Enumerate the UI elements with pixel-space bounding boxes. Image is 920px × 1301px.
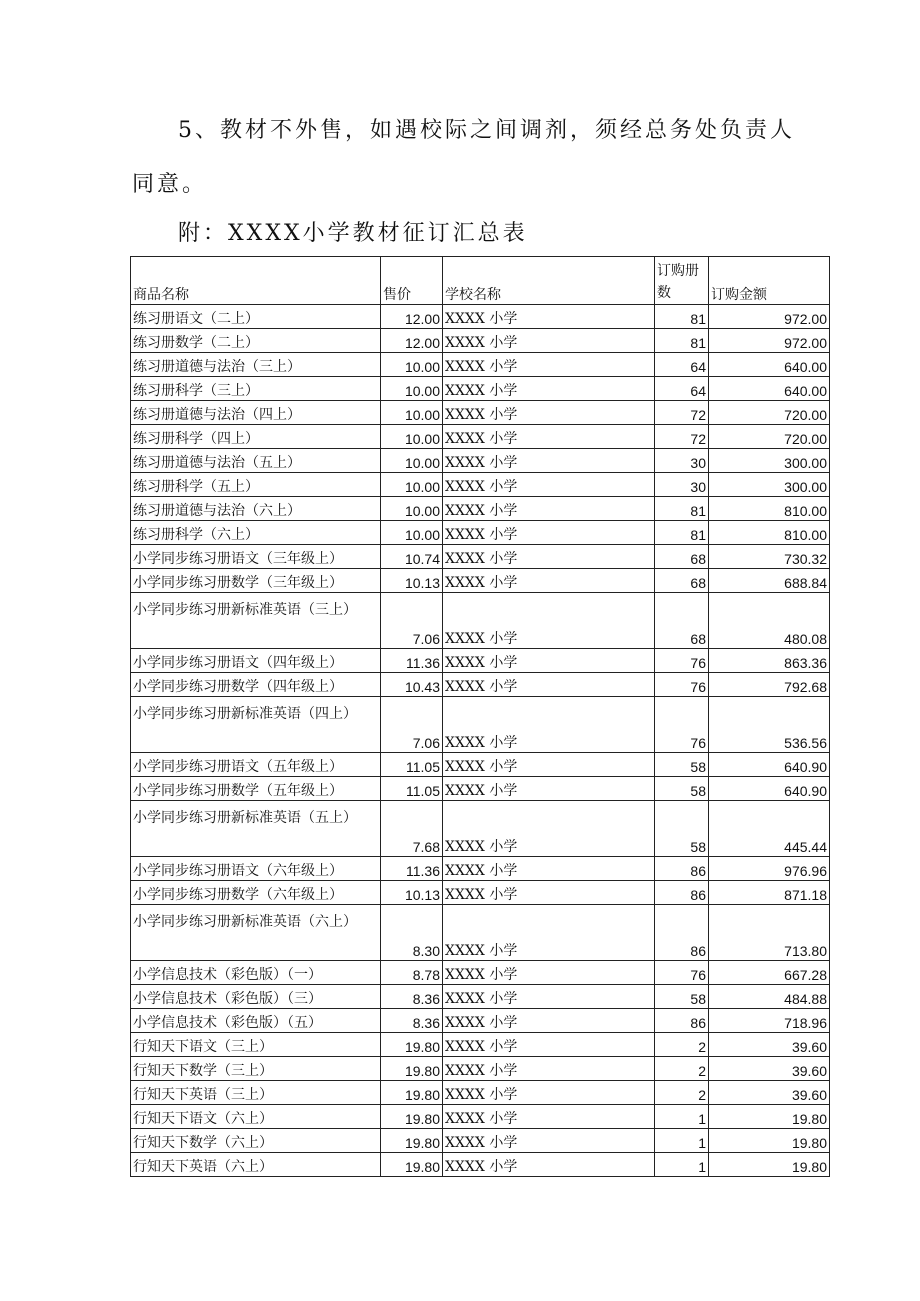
cell-product-name: 小学同步练习册语文（六年级上） bbox=[131, 857, 381, 881]
cell-price: 19.80 bbox=[381, 1153, 443, 1177]
cell-product-name: 小学同步练习册新标准英语（五上） bbox=[131, 801, 381, 857]
cell-order-amount: 718.96 bbox=[709, 1009, 830, 1033]
table-row bbox=[131, 305, 830, 329]
table-row bbox=[131, 425, 830, 449]
cell-order-amount: 19.80 bbox=[709, 1105, 830, 1129]
cell-order-amount: 810.00 bbox=[709, 521, 830, 545]
cell-order-amount: 300.00 bbox=[709, 449, 830, 473]
cell-order-quantity: 58 bbox=[655, 985, 709, 1009]
cell-school-name: XXXX 小学 bbox=[443, 569, 655, 593]
table-row bbox=[131, 1081, 830, 1105]
cell-price: 10.74 bbox=[381, 545, 443, 569]
cell-school-name: XXXX 小学 bbox=[443, 473, 655, 497]
cell-order-amount: 667.28 bbox=[709, 961, 830, 985]
cell-product-name: 练习册科学（六上） bbox=[131, 521, 381, 545]
cell-order-quantity: 76 bbox=[655, 649, 709, 673]
cell-order-amount: 688.84 bbox=[709, 569, 830, 593]
cell-price: 10.00 bbox=[381, 497, 443, 521]
table-row bbox=[131, 905, 830, 961]
cell-order-quantity: 68 bbox=[655, 545, 709, 569]
cell-order-amount: 640.90 bbox=[709, 777, 830, 801]
cell-product-name: 小学同步练习册数学（六年级上） bbox=[131, 881, 381, 905]
cell-school-name: XXXX 小学 bbox=[443, 1009, 655, 1033]
cell-school-name: XXXX 小学 bbox=[443, 649, 655, 673]
cell-order-quantity: 76 bbox=[655, 697, 709, 753]
cell-order-amount: 536.56 bbox=[709, 697, 830, 753]
cell-price: 12.00 bbox=[381, 329, 443, 353]
cell-order-quantity: 2 bbox=[655, 1081, 709, 1105]
cell-product-name: 行知天下数学（三上） bbox=[131, 1057, 381, 1081]
table-row bbox=[131, 569, 830, 593]
cell-order-quantity: 81 bbox=[655, 329, 709, 353]
table-row bbox=[131, 697, 830, 753]
cell-product-name: 小学同步练习册新标准英语（四上） bbox=[131, 697, 381, 753]
cell-order-amount: 640.00 bbox=[709, 353, 830, 377]
header-product-name: 商品名称 bbox=[131, 257, 381, 305]
table-row bbox=[131, 329, 830, 353]
cell-product-name: 行知天下语文（三上） bbox=[131, 1033, 381, 1057]
cell-school-name: XXXX 小学 bbox=[443, 985, 655, 1009]
cell-order-quantity: 58 bbox=[655, 777, 709, 801]
cell-price: 12.00 bbox=[381, 305, 443, 329]
table-row bbox=[131, 593, 830, 649]
cell-school-name: XXXX 小学 bbox=[443, 753, 655, 777]
cell-order-amount: 640.00 bbox=[709, 377, 830, 401]
cell-price: 10.43 bbox=[381, 673, 443, 697]
cell-order-amount: 39.60 bbox=[709, 1033, 830, 1057]
table-row bbox=[131, 881, 830, 905]
cell-product-name: 练习册道德与法治（三上） bbox=[131, 353, 381, 377]
cell-product-name: 行知天下英语（六上） bbox=[131, 1153, 381, 1177]
cell-product-name: 小学信息技术（彩色版）（一） bbox=[131, 961, 381, 985]
cell-school-name: XXXX 小学 bbox=[443, 905, 655, 961]
cell-school-name: XXXX 小学 bbox=[443, 521, 655, 545]
cell-school-name: XXXX 小学 bbox=[443, 377, 655, 401]
table-row bbox=[131, 1129, 830, 1153]
textbook-order-summary-table bbox=[130, 256, 830, 1177]
cell-price: 19.80 bbox=[381, 1057, 443, 1081]
cell-order-quantity: 86 bbox=[655, 1009, 709, 1033]
table-row bbox=[131, 1153, 830, 1177]
cell-price: 10.00 bbox=[381, 353, 443, 377]
cell-school-name: XXXX 小学 bbox=[443, 1057, 655, 1081]
cell-school-name: XXXX 小学 bbox=[443, 305, 655, 329]
cell-price: 19.80 bbox=[381, 1033, 443, 1057]
cell-order-amount: 480.08 bbox=[709, 593, 830, 649]
cell-price: 11.36 bbox=[381, 857, 443, 881]
cell-price: 8.36 bbox=[381, 1009, 443, 1033]
cell-order-amount: 640.90 bbox=[709, 753, 830, 777]
header-school-name: 学校名称 bbox=[443, 257, 655, 305]
cell-order-quantity: 58 bbox=[655, 801, 709, 857]
table-row bbox=[131, 377, 830, 401]
cell-order-quantity: 76 bbox=[655, 673, 709, 697]
cell-price: 10.00 bbox=[381, 521, 443, 545]
table-header-row bbox=[131, 257, 830, 305]
cell-price: 8.30 bbox=[381, 905, 443, 961]
cell-product-name: 小学同步练习册语文（五年级上） bbox=[131, 753, 381, 777]
table-row bbox=[131, 521, 830, 545]
table-row bbox=[131, 1009, 830, 1033]
cell-order-quantity: 72 bbox=[655, 425, 709, 449]
cell-product-name: 行知天下英语（三上） bbox=[131, 1081, 381, 1105]
cell-product-name: 练习册语文（二上） bbox=[131, 305, 381, 329]
cell-order-quantity: 1 bbox=[655, 1153, 709, 1177]
cell-school-name: XXXX 小学 bbox=[443, 1105, 655, 1129]
cell-school-name: XXXX 小学 bbox=[443, 545, 655, 569]
cell-order-quantity: 30 bbox=[655, 473, 709, 497]
cell-school-name: XXXX 小学 bbox=[443, 673, 655, 697]
cell-school-name: XXXX 小学 bbox=[443, 881, 655, 905]
cell-school-name: XXXX 小学 bbox=[443, 1033, 655, 1057]
cell-order-amount: 19.80 bbox=[709, 1129, 830, 1153]
cell-order-quantity: 1 bbox=[655, 1105, 709, 1129]
cell-price: 19.80 bbox=[381, 1129, 443, 1153]
table-row bbox=[131, 777, 830, 801]
cell-order-amount: 300.00 bbox=[709, 473, 830, 497]
table-caption: 附：XXXX小学教材征订汇总表 bbox=[178, 221, 528, 246]
cell-school-name: XXXX 小学 bbox=[443, 1129, 655, 1153]
cell-price: 11.36 bbox=[381, 649, 443, 673]
cell-order-amount: 484.88 bbox=[709, 985, 830, 1009]
cell-price: 19.80 bbox=[381, 1081, 443, 1105]
cell-product-name: 练习册道德与法治（四上） bbox=[131, 401, 381, 425]
cell-order-quantity: 86 bbox=[655, 857, 709, 881]
cell-order-amount: 19.80 bbox=[709, 1153, 830, 1177]
cell-product-name: 小学信息技术（彩色版）（五） bbox=[131, 1009, 381, 1033]
cell-order-amount: 972.00 bbox=[709, 329, 830, 353]
cell-order-quantity: 76 bbox=[655, 961, 709, 985]
cell-order-amount: 871.18 bbox=[709, 881, 830, 905]
cell-price: 10.13 bbox=[381, 881, 443, 905]
cell-order-quantity: 68 bbox=[655, 569, 709, 593]
cell-price: 10.00 bbox=[381, 377, 443, 401]
cell-school-name: XXXX 小学 bbox=[443, 801, 655, 857]
cell-product-name: 小学同步练习册数学（四年级上） bbox=[131, 673, 381, 697]
cell-product-name: 小学信息技术（彩色版）（三） bbox=[131, 985, 381, 1009]
table-row bbox=[131, 857, 830, 881]
table-row bbox=[131, 753, 830, 777]
cell-order-quantity: 2 bbox=[655, 1057, 709, 1081]
cell-price: 10.00 bbox=[381, 449, 443, 473]
cell-product-name: 练习册道德与法治（六上） bbox=[131, 497, 381, 521]
cell-order-quantity: 64 bbox=[655, 353, 709, 377]
cell-school-name: XXXX 小学 bbox=[443, 777, 655, 801]
table-row bbox=[131, 473, 830, 497]
cell-price: 10.00 bbox=[381, 425, 443, 449]
cell-order-amount: 39.60 bbox=[709, 1081, 830, 1105]
paragraph-item-5-continued: 同意。 bbox=[132, 172, 208, 197]
cell-order-amount: 720.00 bbox=[709, 425, 830, 449]
table-row bbox=[131, 1057, 830, 1081]
cell-price: 8.78 bbox=[381, 961, 443, 985]
cell-product-name: 小学同步练习册新标准英语（六上） bbox=[131, 905, 381, 961]
cell-product-name: 小学同步练习册语文（三年级上） bbox=[131, 545, 381, 569]
cell-product-name: 练习册数学（二上） bbox=[131, 329, 381, 353]
cell-product-name: 练习册科学（四上） bbox=[131, 425, 381, 449]
cell-order-quantity: 68 bbox=[655, 593, 709, 649]
cell-school-name: XXXX 小学 bbox=[443, 1081, 655, 1105]
cell-order-quantity: 72 bbox=[655, 401, 709, 425]
cell-school-name: XXXX 小学 bbox=[443, 1153, 655, 1177]
cell-price: 10.13 bbox=[381, 569, 443, 593]
cell-order-amount: 810.00 bbox=[709, 497, 830, 521]
table-row bbox=[131, 449, 830, 473]
cell-order-quantity: 86 bbox=[655, 905, 709, 961]
cell-product-name: 练习册科学（五上） bbox=[131, 473, 381, 497]
cell-price: 7.06 bbox=[381, 593, 443, 649]
cell-school-name: XXXX 小学 bbox=[443, 961, 655, 985]
paragraph-item-5: 5、教材不外售，如遇校际之间调剂，须经总务处负责人 bbox=[178, 118, 795, 143]
table-row bbox=[131, 961, 830, 985]
cell-order-amount: 792.68 bbox=[709, 673, 830, 697]
cell-order-quantity: 81 bbox=[655, 521, 709, 545]
cell-product-name: 行知天下语文（六上） bbox=[131, 1105, 381, 1129]
cell-price: 7.68 bbox=[381, 801, 443, 857]
cell-order-amount: 972.00 bbox=[709, 305, 830, 329]
cell-school-name: XXXX 小学 bbox=[443, 425, 655, 449]
cell-order-amount: 720.00 bbox=[709, 401, 830, 425]
cell-price: 8.36 bbox=[381, 985, 443, 1009]
cell-product-name: 练习册道德与法治（五上） bbox=[131, 449, 381, 473]
cell-product-name: 小学同步练习册语文（四年级上） bbox=[131, 649, 381, 673]
cell-product-name: 小学同步练习册数学（三年级上） bbox=[131, 569, 381, 593]
table-row bbox=[131, 649, 830, 673]
cell-price: 11.05 bbox=[381, 753, 443, 777]
cell-order-quantity: 58 bbox=[655, 753, 709, 777]
table-row bbox=[131, 1033, 830, 1057]
cell-price: 10.00 bbox=[381, 473, 443, 497]
header-price: 售价 bbox=[381, 257, 443, 305]
cell-price: 19.80 bbox=[381, 1105, 443, 1129]
cell-school-name: XXXX 小学 bbox=[443, 857, 655, 881]
cell-order-amount: 713.80 bbox=[709, 905, 830, 961]
cell-order-amount: 976.96 bbox=[709, 857, 830, 881]
cell-order-quantity: 1 bbox=[655, 1129, 709, 1153]
table-row bbox=[131, 985, 830, 1009]
cell-price: 10.00 bbox=[381, 401, 443, 425]
cell-order-quantity: 64 bbox=[655, 377, 709, 401]
cell-order-amount: 445.44 bbox=[709, 801, 830, 857]
table-row bbox=[131, 545, 830, 569]
cell-product-name: 练习册科学（三上） bbox=[131, 377, 381, 401]
cell-price: 7.06 bbox=[381, 697, 443, 753]
cell-order-quantity: 86 bbox=[655, 881, 709, 905]
cell-product-name: 小学同步练习册新标准英语（三上） bbox=[131, 593, 381, 649]
cell-order-amount: 730.32 bbox=[709, 545, 830, 569]
cell-school-name: XXXX 小学 bbox=[443, 593, 655, 649]
cell-price: 11.05 bbox=[381, 777, 443, 801]
cell-school-name: XXXX 小学 bbox=[443, 697, 655, 753]
table-row bbox=[131, 1105, 830, 1129]
header-order-amount: 订购金额 bbox=[709, 257, 830, 305]
cell-order-quantity: 2 bbox=[655, 1033, 709, 1057]
table-row bbox=[131, 497, 830, 521]
cell-school-name: XXXX 小学 bbox=[443, 497, 655, 521]
cell-school-name: XXXX 小学 bbox=[443, 401, 655, 425]
table-row bbox=[131, 673, 830, 697]
cell-order-quantity: 81 bbox=[655, 497, 709, 521]
table-row bbox=[131, 401, 830, 425]
cell-school-name: XXXX 小学 bbox=[443, 329, 655, 353]
cell-product-name: 行知天下数学（六上） bbox=[131, 1129, 381, 1153]
cell-school-name: XXXX 小学 bbox=[443, 449, 655, 473]
cell-order-quantity: 81 bbox=[655, 305, 709, 329]
header-order-quantity: 订购册数 bbox=[655, 257, 709, 305]
table-row bbox=[131, 801, 830, 857]
cell-school-name: XXXX 小学 bbox=[443, 353, 655, 377]
cell-product-name: 小学同步练习册数学（五年级上） bbox=[131, 777, 381, 801]
cell-order-quantity: 30 bbox=[655, 449, 709, 473]
cell-order-amount: 863.36 bbox=[709, 649, 830, 673]
cell-order-amount: 39.60 bbox=[709, 1057, 830, 1081]
table-row bbox=[131, 353, 830, 377]
